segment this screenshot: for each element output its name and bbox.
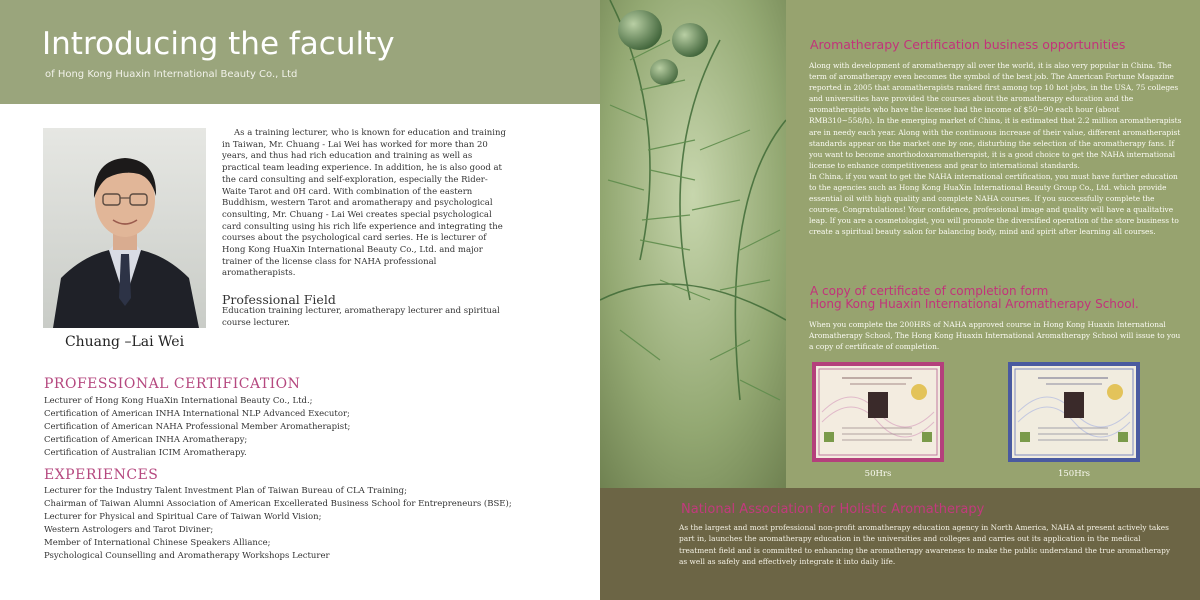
- page-subtitle: of Hong Kong Huaxin International Beauty Co., Ltd: [45, 69, 298, 80]
- professional-field-title: Professional Field: [222, 292, 336, 307]
- aromatherapy-paragraph-1: Along with development of aromatherapy all over the world, it is also very popular in China. The term of aromatherapy even becomes the symbol of the best job. The American Fortune Magazine reported in 2005 that aromatherapists ranked first among top 10 hot jobs, in the USA, 75 colleges and universities have provided the courses about the aromatherapy education and the aromatherapists who have the license had the income of $50~90 each hour (about RMB310~558/h). In the emerging market of China, it is estimated that 2.2 million aromatherapists are in needy each year. Along with the continuous increase of their value, different aromatherapist standards appear on the market one by one, disturbing the selection of the aromatherapy fans. If you want to become anorthodoxaromatherapist, it is a good choice to get the NAHA international license to enhance competitiveness and gear to international standards.: [809, 61, 1182, 170]
- list-item: Member of International Chinese Speakers Alliance;: [44, 538, 271, 548]
- header-banner: [0, 0, 600, 104]
- aromatherapy-paragraph-2: In China, if you want to get the NAHA international certification, you must have further education to the agencies such as Hong Kong HuaXin International Beauty Group Co., Ltd. which provide essential oil with high quality and complete NAHA courses. If you successfully complete the courses, Congratulations! Your confidence, professional image and quality will have a qualitative leap. If you are a cosmetologist, you will promote the diversified operation of the store business to create a spiritual beauty salon for balancing body, mind and spirit after learning all courses.: [809, 171, 1179, 237]
- certificate-50hrs-caption: 50Hrs: [864, 469, 892, 479]
- list-item: Certification of American NAHA Professional Member Aromatherapist;: [44, 422, 351, 432]
- naha-title: National Association for Holistic Aromatherapy: [681, 502, 985, 517]
- page-title: Introducing the faculty: [42, 26, 395, 62]
- list-item: Western Astrologers and Tarot Diviner;: [44, 525, 214, 535]
- list-item: Psychological Counselling and Aromatherapy Workshops Lecturer: [44, 551, 330, 561]
- list-item: Certification of American INHA International NLP Advanced Executor;: [44, 409, 350, 419]
- certificate-50hrs-image: [812, 362, 944, 462]
- certificate-150hrs-image: [1008, 362, 1140, 462]
- lecturer-portrait: [43, 128, 206, 328]
- certification-title: PROFESSIONAL CERTIFICATION: [44, 376, 301, 392]
- experiences-title: EXPERIENCES: [44, 467, 159, 483]
- certificate-150hrs-caption: 150Hrs: [1057, 469, 1091, 479]
- naha-text: As the largest and most professional non-profit aromatherapy education agency in North America, NAHA at present actively takes part in, launches the aromatherapy education in the universities and colleges and carries out its application in the medical treatment field and is committed to enhancing the aromatherapy awareness to make the public understand the true aromatherapy as well as safely and effectively integrate it into daily life.: [679, 523, 1171, 567]
- lecturer-bio: As a training lecturer, who is known for education and training in Taiwan, Mr. Chuang - Lai Wei has worked for more than 20 years, and thus had rich education and training as well as practical team leading experience. In addition, he is also good at the card consulting and self-exploration, especially the Rider-Waite Tarot and 0H card. With combination of the eastern Buddhism, western Tarot and aromatherapy and psychological consulting, Mr. Chuang - Lai Wei creates special psychological card consulting using his rich life experience and integrating the courses about the psychological card series. He is lecturer of Hong Kong HuaXin International Beauty Co., Ltd. and major trainer of the license class for NAHA professional aromatherapists.: [222, 128, 506, 279]
- list-item: Certification of American INHA Aromatherapy;: [44, 435, 248, 445]
- list-item: Lecturer of Hong Kong HuaXin International Beauty Co., Ltd.;: [44, 396, 313, 406]
- certification-list: [44, 395, 564, 460]
- lecturer-name: Chuang –Lai Wei: [64, 334, 185, 350]
- aromatherapy-text: [809, 60, 1184, 238]
- list-item: Chairman of Taiwan Alumni Association of American Excellerated Business School for Entrepreneurs (BSE);: [44, 499, 512, 509]
- certificate-copy-title: [810, 285, 1190, 311]
- certificate-copy-title-line1: A copy of certificate of completion form: [810, 284, 1049, 298]
- list-item: Lecturer for Physical and Spiritual Care of Taiwan World Vision;: [44, 512, 322, 522]
- certificate-copy-text: When you complete the 200HRS of NAHA approved course in Hong Kong Huaxin International Aromatherapy School, The Hong Kong Huaxin International Aromatherapy School will issue to you a copy of certificate of completion.: [809, 320, 1181, 352]
- aromatherapy-title: Aromatherapy Certification business opportunities: [810, 37, 1126, 52]
- certificate-copy-title-line2: Hong Kong Huaxin International Aromatherapy School.: [810, 297, 1139, 311]
- professional-field-text: Education training lecturer, aromatherapy lecturer and spiritual course lecturer.: [222, 306, 500, 328]
- experiences-list: [44, 485, 584, 563]
- juniper-photo: [600, 0, 786, 488]
- list-item: Certification of Australian ICIM Aromatherapy.: [44, 448, 247, 458]
- list-item: Lecturer for the Industry Talent Investment Plan of Taiwan Bureau of CLA Training;: [44, 486, 407, 496]
